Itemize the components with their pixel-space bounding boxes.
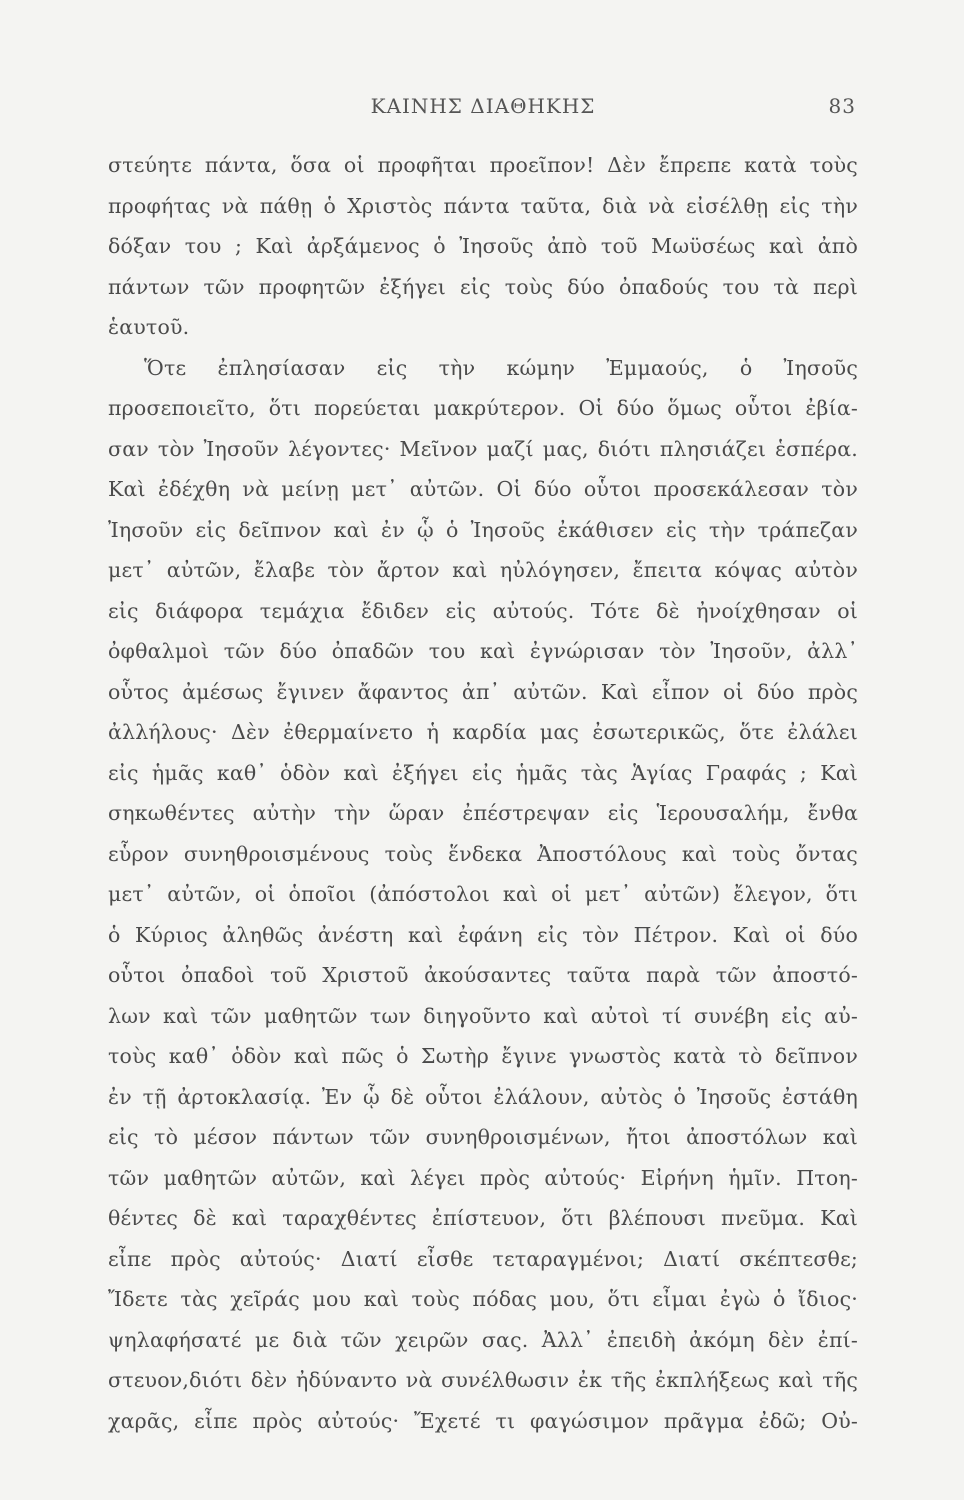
text-line: δόξαν του ; Καὶ ἀρξάμενος ὁ Ἰησοῦς ἀπὸ τοῦ Μωϋσέως καὶ ἀπὸ xyxy=(108,234,858,258)
text-line: Ἰησοῦν εἰς δεῖπνον καὶ ἐν ᾧ ὁ Ἰησοῦς ἐκάθισεν εἰς τὴν τράπεζαν xyxy=(108,517,858,542)
text-line: τῶν μαθητῶν αὐτῶν, καὶ λέγει πρὸς αὐτούς· Εἰρήνη ἡμῖν. Πτοη- xyxy=(108,1165,858,1190)
text-line: σαν τὸν Ἰησοῦν λέγοντες· Μεῖνον μαζί μας, διότι πλησιάζει ἑσπέρα. xyxy=(108,436,858,461)
text-line: εἰς τὸ μέσον πάντων τῶν συνηθροισμένων, ἤτοι ἀποστόλων καὶ xyxy=(108,1125,858,1149)
text-line: εἶπε πρὸς αὐτούς· Διατί εἶσθε τεταραγμένοι; Διατί σκέπτεσθε; xyxy=(108,1246,858,1271)
text-line: εἰς διάφορα τεμάχια ἔδιδεν εἰς αὐτούς. Τότε δὲ ἠνοίχθησαν οἱ xyxy=(108,598,858,623)
body-text xyxy=(108,145,858,1441)
text-line: ἀλλήλους· Δὲν ἐθερμαίνετο ἡ καρδία μας ἐσωτερικῶς, ὅτε ἐλάλει xyxy=(108,720,858,744)
text-line: πάντων τῶν προφητῶν ἐξήγει εἰς τοὺς δύο ὀπαδούς του τὰ περὶ xyxy=(108,274,858,299)
text-line: στευον,διότι δὲν ἠδύναντο νὰ συνέλθωσιν ἐκ τῆς ἐκπλήξεως καὶ τῆς xyxy=(108,1368,858,1392)
text-line: λων καὶ τῶν μαθητῶν των διηγοῦντο καὶ αὐτοὶ τί συνέβη εἰς αὐ- xyxy=(108,1003,858,1028)
text-line: μετ᾽ αὐτῶν, ἔλαβε τὸν ἄρτον καὶ ηὐλόγησεν, ἔπειτα κόψας αὐτὸν xyxy=(108,558,858,582)
text-line: τοὺς καθ᾽ ὁδὸν καὶ πῶς ὁ Σωτὴρ ἔγινε γνωστὸς κατὰ τὸ δεῖπνον xyxy=(108,1044,858,1068)
text-line: χαρᾶς, εἶπε πρὸς αὐτούς· Ἔχετέ τι φαγώσιμον πρᾶγμα ἐδῶ; Οὐ- xyxy=(108,1408,858,1433)
text-line: Καὶ ἐδέχθη νὰ μείνῃ μετ᾽ αὐτῶν. Οἱ δύο οὗτοι προσεκάλεσαν τὸν xyxy=(108,477,858,501)
text-line: ἑαυτοῦ. xyxy=(108,315,190,339)
text-line: ψηλαφήσατέ με διὰ τῶν χειρῶν σας. Ἀλλ᾽ ἐπειδὴ ἀκόμη δὲν ἐπί- xyxy=(108,1327,858,1352)
running-head xyxy=(110,94,856,124)
text-line: ἐν τῇ ἀρτοκλασίᾳ. Ἐν ᾧ δὲ οὗτοι ἐλάλουν, αὐτὸς ὁ Ἰησοῦς ἐστάθη xyxy=(108,1084,858,1109)
text-line: ὁ Κύριος ἀληθῶς ἀνέστη καὶ ἐφάνη εἰς τὸν Πέτρον. Καὶ οἱ δύο xyxy=(108,922,858,947)
text-line: οὗτοι ὀπαδοὶ τοῦ Χριστοῦ ἀκούσαντες ταῦτα παρὰ τῶν ἀποστό- xyxy=(108,963,858,987)
page-number: 83 xyxy=(828,94,856,118)
text-line: μετ᾽ αὐτῶν, οἱ ὁποῖοι (ἀπόστολοι καὶ οἱ μετ᾽ αὐτῶν) ἔλεγον, ὅτι xyxy=(108,882,858,906)
text-line: προσεποιεῖτο, ὅτι πορεύεται μακρύτερον. Οἱ δύο ὅμως οὗτοι ἐβία- xyxy=(108,396,858,420)
text-line: σηκωθέντες αὐτὴν τὴν ὥραν ἐπέστρεψαν εἰς Ἱερουσαλήμ, ἔνθα xyxy=(108,801,858,825)
text-line: εὗρον συνηθροισμένους τοὺς ἕνδεκα Ἀποστόλους καὶ τοὺς ὄντας xyxy=(108,841,858,866)
text-line: οὗτος ἀμέσως ἔγινεν ἄφαντος ἀπ᾽ αὐτῶν. Καὶ εἶπον οἱ δύο πρὸς xyxy=(108,679,858,704)
text-line: στεύητε πάντα, ὅσα οἱ προφῆται προεῖπον! Δὲν ἔπρεπε κατὰ τοὺς xyxy=(108,153,858,177)
text-line: Ἴδετε τὰς χεῖράς μου καὶ τοὺς πόδας μου, ὅτι εἶμαι ἐγὼ ὁ ἴδιος· xyxy=(108,1287,858,1311)
running-title: ΚΑΙΝΗΣ ΔΙΑΘΗΚΗΣ xyxy=(370,94,596,118)
text-line: Ὅτε ἐπλησίασαν εἰς τὴν κώμην Ἐμμαούς, ὁ Ἰησοῦς xyxy=(144,355,858,380)
text-line: εἰς ἡμᾶς καθ᾽ ὁδὸν καὶ ἐξήγει εἰς ἡμᾶς τὰς Ἁγίας Γραφάς ; Καὶ xyxy=(108,760,858,785)
text-line: ὀφθαλμοὶ τῶν δύο ὀπαδῶν του καὶ ἐγνώρισαν τὸν Ἰησοῦν, ἀλλ᾽ xyxy=(108,639,858,663)
text-line: θέντες δὲ καὶ ταραχθέντες ἐπίστευον, ὅτι βλέπουσι πνεῦμα. Καὶ xyxy=(108,1206,858,1230)
text-line: προφήτας νὰ πάθῃ ὁ Χριστὸς πάντα ταῦτα, διὰ νὰ εἰσέλθῃ εἰς τὴν xyxy=(108,193,858,218)
